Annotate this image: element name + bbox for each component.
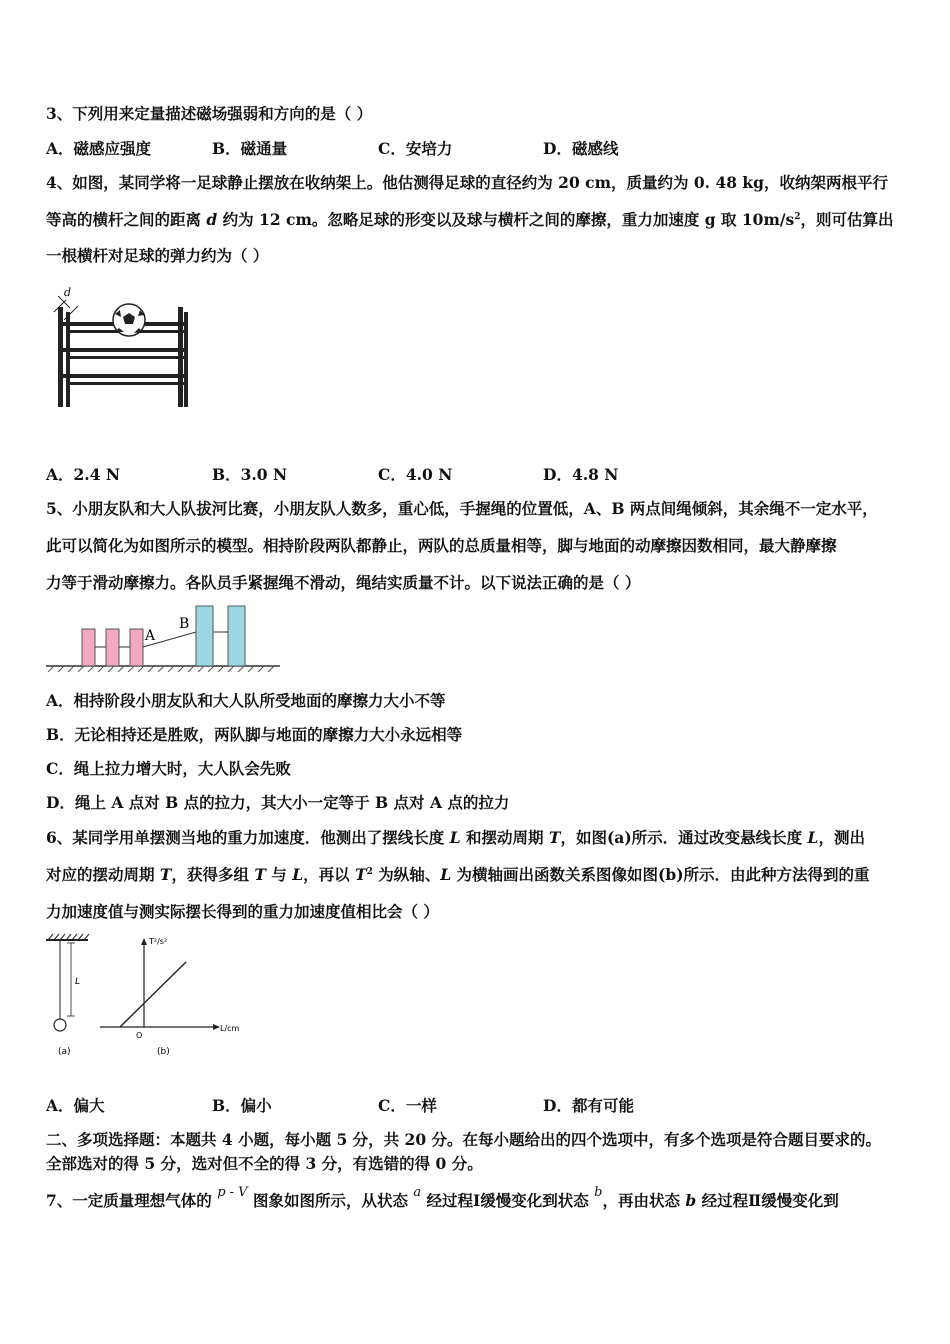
fig-b-y-axis-label: T²/s² bbox=[149, 937, 168, 946]
q5-stem-line3: 力等于滑动摩擦力。各队员手紧握绳不滑动，绳结实质量不计。以下说法正确的是（ ） bbox=[46, 573, 641, 592]
q5-option-b: B．无论相持还是胜败，两队脚与地面的摩擦力大小永远相等 bbox=[46, 725, 463, 744]
q5-stem-line2: 此可以简化为如图所示的模型。相持阶段两队都静止，两队的总质量相等，脚与地面的动摩擦因数相同，最大静摩擦 bbox=[46, 536, 837, 555]
pendulum-figure bbox=[44, 932, 254, 1060]
t2-vs-l-line bbox=[120, 962, 186, 1027]
q6-option-d: D．都有可能 bbox=[543, 1096, 634, 1115]
q5-option-d: D．绳上 A 点对 B 点的拉力，其大小一定等于 B 点对 A 点的拉力 bbox=[46, 793, 510, 812]
fig-a-caption: (a) bbox=[58, 1047, 71, 1057]
q4-stem-line3: 一根横杆对足球的弹力约为（ ） bbox=[46, 246, 269, 265]
q5-option-c: C．绳上拉力增大时，大人队会先败 bbox=[46, 759, 291, 778]
fig-b-x-axis-label: L/cm bbox=[220, 1024, 240, 1033]
q6-option-c: C．一样 bbox=[378, 1096, 437, 1115]
q4-option-c: C．4.0 N bbox=[378, 465, 453, 484]
q6-option-b: B．偏小 bbox=[212, 1096, 272, 1115]
q6-stem-line2: 对应的摆动周期 T，获得多组 T 与 L，再以 $T^2$ 为纵轴、L 为横轴画出函数关系图像如图(b)所示．由此种方法得到的重 bbox=[46, 865, 870, 884]
q4-option-a: A．2.4 N bbox=[46, 465, 121, 484]
q6-stem-line1: 6、某同学用单摆测当地的重力加速度．他测出了摆线长度 L 和摆动周期 T，如图(a)所示．通过改变悬线长度 L，测出 bbox=[46, 828, 865, 847]
section2-heading-line1: 二、多项选择题：本题共 4 小题，每小题 5 分，共 20 分。在每小题给出的四个选项中，有多个选项是符合题目要求的。 bbox=[46, 1130, 882, 1149]
q3-stem: 3、下列用来定量描述磁场强弱和方向的是（ ） bbox=[46, 104, 373, 123]
q6-stem-line3: 力加速度值与测实际摆长得到的重力加速度值相比会（ ） bbox=[46, 902, 439, 921]
q3-option-c: C．安培力 bbox=[378, 139, 453, 158]
q5-option-a: A．相持阶段小朋友队和大人队所受地面的摩擦力大小不等 bbox=[46, 691, 446, 710]
fig-b-origin-label: O bbox=[136, 1031, 143, 1040]
q6-option-a: A．偏大 bbox=[46, 1096, 105, 1115]
fig-a-length-label: L bbox=[75, 977, 81, 987]
q3-option-b: B．磁通量 bbox=[212, 139, 288, 158]
q4-option-d: D．4.8 N bbox=[543, 465, 619, 484]
tug-of-war-figure bbox=[44, 602, 284, 674]
q7-stem-line1: 7、一定质量理想气体的 $^{p - V}$ 图象如图所示，从状态 $^a$ 经过程Ⅰ缓慢变化到状态 $^b$，再由状态 b 经过程Ⅱ缓慢变化到 bbox=[46, 1185, 839, 1210]
rack-label-d: d bbox=[64, 286, 72, 299]
rope-point-a-label: A bbox=[145, 628, 156, 644]
q4-option-b: B．3.0 N bbox=[212, 465, 288, 484]
section2-heading-line2: 全部选对的得 5 分，选对但不全的得 3 分，有选错的得 0 分。 bbox=[46, 1154, 483, 1173]
shoe-rack-figure bbox=[46, 282, 196, 412]
q5-stem-line1: 5、小朋友队和大人队拔河比赛，小朋友队人数多，重心低，手握绳的位置低，A、B 两点间绳倾斜，其余绳不一定水平， bbox=[46, 499, 878, 518]
q4-stem-line2: 等高的横杆之间的距离 d 约为 12 cm。忽略足球的形变以及球与横杆之间的摩擦，重力加速度 g 取 $10m/s^2$，则可估算出 bbox=[46, 210, 894, 229]
q3-option-d: D．磁感线 bbox=[543, 139, 619, 158]
fig-b-caption: (b) bbox=[157, 1047, 170, 1057]
rope-point-b-label: B bbox=[179, 616, 190, 632]
q4-stem-line1: 4、如图，某同学将一足球静止摆放在收纳架上。他估测得足球的直径约为 20 cm，质量约为 0. 48 kg，收纳架两根平行 bbox=[46, 173, 889, 192]
q3-option-a: A．磁感应强度 bbox=[46, 139, 152, 158]
